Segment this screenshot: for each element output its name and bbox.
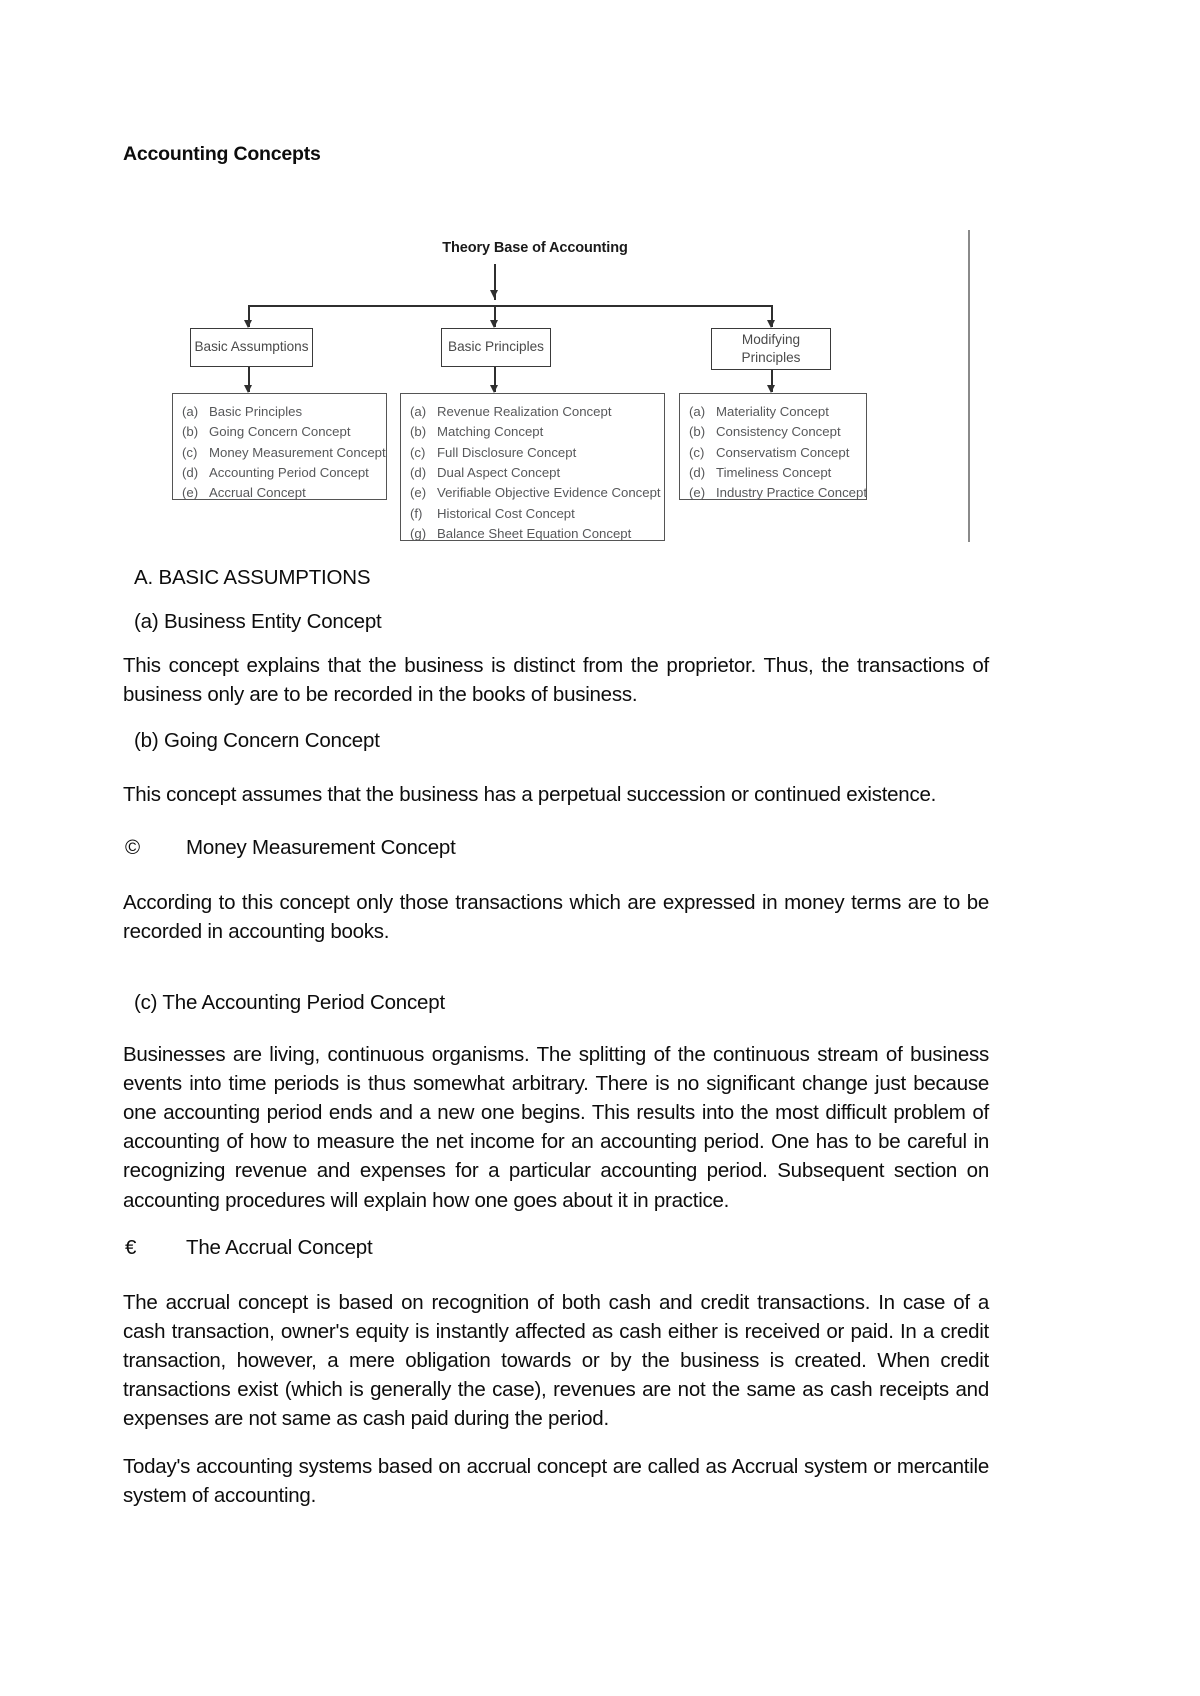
list-item — [182, 483, 380, 503]
subheading-accounting-period-concept: (c) The Accounting Period Concept — [134, 991, 445, 1014]
list-item-label: Accounting Period Concept — [209, 464, 369, 480]
list-item — [182, 422, 380, 442]
paragraph-accounting-period-concept: Businesses are living, continuous organisms. The splitting of the continuous stream of business events into time periods is thus somewhat arbitrary. There is no significant change just because one accounting period ends and a new one begins. This results into the most difficult problem of accounting of how to measure the net income for an accounting period. One has to be careful in recognizing revenue and expenses for a particular accounting period. Subsequent section on accounting procedures will explain how one goes about it in practice. — [123, 1043, 989, 1212]
list-item — [410, 483, 661, 503]
list-box-basic-principles — [400, 393, 665, 541]
list-item-label: Full Disclosure Concept — [437, 444, 577, 460]
list-item-key: (d) — [689, 464, 706, 480]
list-item-label: Timeliness Concept — [716, 464, 832, 480]
node-basic-principles — [441, 328, 551, 367]
theory-base-diagram — [160, 228, 990, 543]
list-item-label: Conservatism Concept — [716, 444, 850, 460]
list-item-key: (d) — [182, 464, 199, 480]
list-item-key: (b) — [182, 424, 199, 440]
branch-bus-line — [248, 305, 773, 307]
list-item-key: (c) — [410, 444, 426, 460]
list-item-key: (a) — [410, 404, 427, 419]
list-item-key: (a) — [182, 404, 199, 419]
subheading-money-measurement-concept: Money Measurement Concept — [186, 836, 456, 859]
list-item-key: (c) — [689, 444, 705, 460]
list-item-label: Basic Principles — [209, 404, 303, 419]
node-label: Modifying Principles — [741, 331, 801, 365]
list-item-key: (b) — [689, 424, 706, 440]
list-item-key: (g) — [410, 525, 427, 541]
list-item-key: (a) — [689, 404, 706, 419]
list-item-label: Accrual Concept — [209, 485, 306, 501]
list-item-key: (c) — [182, 444, 198, 460]
list-item-label: Matching Concept — [437, 424, 544, 440]
list-item-label: Balance Sheet Equation Concept — [437, 525, 632, 541]
list-arrow-3 — [767, 385, 775, 393]
list-arrow-1 — [244, 385, 252, 393]
list-item — [410, 422, 658, 442]
list-item-label: Money Measurement Concept — [209, 444, 386, 460]
list-item-label: Consistency Concept — [716, 424, 841, 440]
list-item-key: (e) — [689, 485, 706, 501]
subheading-accrual-marker: € — [125, 1236, 137, 1259]
list-box-modifying-principles — [679, 393, 867, 500]
list-item-label: Industry Practice Concept — [716, 485, 867, 501]
diagram-title: Theory Base of Accounting — [442, 240, 628, 256]
paragraph-accrual-concept-2: Today's accounting systems based on accrual concept are called as Accrual system or mercantile system of accounting. — [123, 1455, 989, 1508]
list-item — [182, 443, 386, 463]
subheading-going-concern-concept: (b) Going Concern Concept — [134, 729, 380, 752]
list-item — [689, 402, 860, 422]
list-item — [689, 422, 860, 442]
paragraph-accrual-concept-1: The accrual concept is based on recognition of both cash and credit transactions. In case of a cash transaction, owner's equity is instantly affected as cash either is received or paid. In a credit transaction, however, a mere obligation towards or by the business is created. When credit transactions exist (which is generally the case), revenues are not the same as cash receipts and expenses are not same as cash paid during the period. — [123, 1291, 989, 1431]
subheading-accrual-concept: The Accrual Concept — [186, 1236, 373, 1259]
branch-arrow-1 — [244, 320, 252, 328]
list-item — [410, 524, 658, 544]
list-item-key: (e) — [182, 485, 199, 501]
list-item — [410, 463, 658, 483]
list-item — [689, 483, 867, 503]
list-item-key: (b) — [410, 424, 427, 440]
node-label: Basic Assumptions — [194, 339, 309, 355]
list-item-label: Verifiable Objective Evidence Concept — [437, 485, 661, 501]
list-item — [182, 402, 380, 422]
node-basic-assumptions — [190, 328, 313, 367]
root-arrow-head — [490, 290, 498, 298]
page-title: Accounting Concepts — [123, 143, 321, 165]
node-modifying-principles — [711, 328, 831, 370]
list-item-label: Historical Cost Concept — [437, 505, 575, 521]
list-item-label: Revenue Realization Concept — [437, 404, 612, 419]
list-item-key: (d) — [410, 464, 427, 480]
list-item — [410, 443, 658, 463]
list-item — [182, 463, 380, 483]
list-item — [410, 504, 658, 524]
list-arrow-2 — [490, 385, 498, 393]
list-item-label: Going Concern Concept — [209, 424, 351, 440]
list-item-key: (e) — [410, 485, 427, 501]
list-item — [689, 443, 860, 463]
paragraph-business-entity-concept: This concept explains that the business is distinct from the proprietor. Thus, the transactions of business only are to be recorded in the books of business. — [123, 654, 989, 707]
diagram-right-rule — [968, 230, 970, 542]
node-label: Basic Principles — [448, 339, 544, 355]
subheading-money-measurement-marker: © — [125, 836, 140, 859]
list-item — [689, 463, 860, 483]
list-item-label: Materiality Concept — [716, 404, 829, 419]
list-item — [410, 402, 658, 422]
list-item-label: Dual Aspect Concept — [437, 464, 561, 480]
list-item-key: (f) — [410, 505, 423, 521]
paragraph-money-measurement-concept: According to this concept only those transactions which are expressed in money terms are to be recorded in accounting books. — [123, 891, 989, 944]
branch-arrow-3 — [767, 320, 775, 328]
list-box-basic-assumptions — [172, 393, 387, 500]
paragraph-going-concern-concept: This concept assumes that the business has a perpetual succession or continued existence. — [123, 783, 937, 806]
subheading-business-entity-concept: (a) Business Entity Concept — [134, 610, 382, 633]
branch-arrow-2 — [490, 320, 498, 328]
section-heading-basic-assumptions: A. BASIC ASSUMPTIONS — [134, 566, 371, 589]
